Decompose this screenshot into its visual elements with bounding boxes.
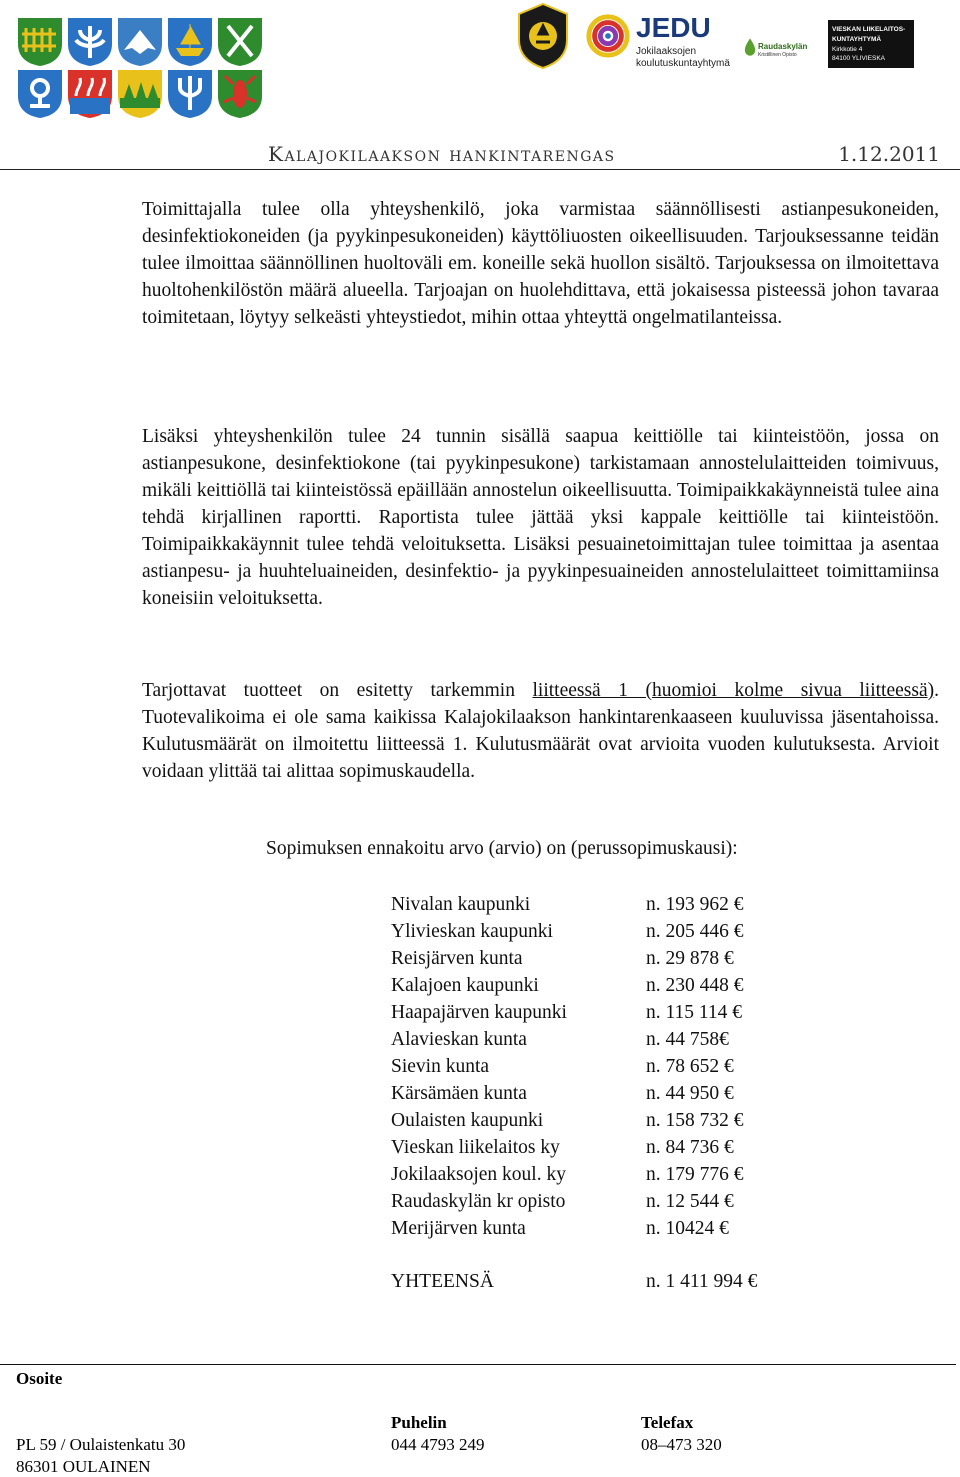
organization-name: Oulaisten kaupunki xyxy=(391,1110,544,1131)
jedu-logo xyxy=(584,8,734,70)
jedu-sub2: koulutuskuntayhtymä xyxy=(636,58,730,69)
phone-number: 044 4793 249 xyxy=(391,1435,485,1454)
crest-ship-icon xyxy=(166,16,214,68)
crest-forest-icon xyxy=(116,68,164,120)
contract-value-heading: Sopimuksen ennakoitu arvo (arvio) on (perussopimuskausi): xyxy=(266,838,738,859)
raudaskyla-sub: Kristillinen Opisto xyxy=(758,52,797,58)
paragraph-3-rest: . Tuotevalikoima ei ole sama kaikissa Kalajokilaakson hankintarenkaaseen kuuluvissa jäsentahoissa. Kulutusmäärät on ilmoitettu liitteessä 1. Kulutusmäärät ovat arvioita vuoden kulutuksesta. Arvioit voidaan ylittää tai alittaa sopimuskaudella. xyxy=(142,680,939,782)
crest-wings-icon xyxy=(116,16,164,68)
raudaskyla-name: Raudaskylän xyxy=(758,42,808,51)
organization-value: n. 84 736 € xyxy=(646,1137,734,1158)
crest-tree-icon xyxy=(66,16,114,68)
organization-value: n. 12 544 € xyxy=(646,1191,734,1212)
fax-number: 08–473 320 xyxy=(641,1435,722,1454)
organization-name: Sievin kunta xyxy=(391,1056,490,1077)
total-row xyxy=(391,1268,891,1295)
fax-label: Telefax xyxy=(641,1413,694,1432)
vieska-logo xyxy=(828,20,914,68)
raudaskyla-logo xyxy=(744,34,806,70)
rescue-service-logo xyxy=(516,2,570,70)
header-divider xyxy=(0,169,960,170)
vieska-line3: Kirkkotie 4 xyxy=(832,46,863,53)
organization-value: n. 78 652 € xyxy=(646,1056,734,1077)
organization-value: n. 44 758€ xyxy=(646,1029,729,1050)
organization-name: Haapajärven kaupunki xyxy=(391,1002,567,1023)
organization-value: n. 44 950 € xyxy=(646,1083,734,1104)
paragraph-1: Toimittajalla tulee olla yhteyshenkilö, joka varmistaa säännöllisesti astianpesukoneiden, desinfektiokoneiden (ja pyykinpesukoneiden) käyttöliuosten oikeellisuuden. Tarjouksessanne teidän tulee ilmoittaa säännöllinen huoltoväli em. koneille sekä huollon sisältö. Tarjouksessa on ilmoitettava huoltohenkilöstön määrä alueella. Tarjoajan on huolehdittava, että jokaisessa pisteessä johon tavaraa toimitetaan, löytyy selkeästi yhteystiedot, mihin ottaa yhteyttä ongelmatilanteissa. xyxy=(142,199,939,328)
organization-value: n. 193 962 € xyxy=(646,894,744,915)
organization-name: Vieskan liikelaitos ky xyxy=(391,1137,560,1158)
footer-divider xyxy=(0,1364,956,1365)
organization-name: Merijärven kunta xyxy=(391,1218,526,1239)
crest-trident-icon xyxy=(166,68,214,120)
organization-name: Jokilaaksojen koul. ky xyxy=(391,1164,566,1185)
organization-value: n. 179 776 € xyxy=(646,1164,744,1185)
vieska-line2: KUNTAYHTYMÄ xyxy=(832,36,882,43)
vieska-line1: VIESKAN LIIKELAITOS- xyxy=(832,26,906,33)
organization-name: Nivalan kaupunki xyxy=(391,894,531,915)
organization-name: Reisjärven kunta xyxy=(391,948,523,969)
document-header-date: 1.12.2011 xyxy=(838,142,940,166)
crest-fire-icon xyxy=(66,68,114,120)
paragraph-3 xyxy=(142,677,939,785)
organization-name: Kalajoen kaupunki xyxy=(391,975,539,996)
crest-fence-icon xyxy=(16,16,64,68)
address-label: Osoite xyxy=(16,1369,63,1388)
header-logos xyxy=(0,0,960,130)
organization-value: n. 205 446 € xyxy=(646,921,744,942)
phone-label: Puhelin xyxy=(391,1413,447,1432)
paragraph-2: Lisäksi yhteyshenkilön tulee 24 tunnin sisällä saapua keittiölle tai kiinteistöön, jossa on astianpesukone, desinfektiokone (tai pyykinpesukone) tarkistamaan annostelulaitteiden toimivuus, mikäli keittiöllä tai kiinteistössä epäillään annostelun oikeellisuutta. Toimipaikkakäynneistä tulee aina tehdä kirjallinen raportti. Raportista tulee jättää yksi kappale keittiölle tai kiinteistöön. Toimipaikkakäynnit tulee tehdä veloituksetta. Lisäksi pesuainetoimittajan tulee toimittaa ja asentaa astianpesu- ja huuhteluaineiden, desinfektio- ja pyykinpesuaineiden annostelulaitteet toimittamiinsa koneisiin veloituksetta. xyxy=(142,426,939,609)
crest-crayfish-icon xyxy=(216,68,264,120)
organization-value: n. 230 448 € xyxy=(646,975,744,996)
organization-name: Kärsämäen kunta xyxy=(391,1083,527,1104)
jedu-sub1: Jokilaaksojen xyxy=(636,46,697,57)
paragraph-3-intro: Tarjottavat tuotteet on esitetty tarkemmin xyxy=(142,680,533,701)
address-line2: 86301 OULAINEN xyxy=(16,1457,151,1476)
document-header-title: Kalajokilaakson hankintarengas xyxy=(268,142,616,166)
organization-name: Alavieskan kunta xyxy=(391,1029,527,1050)
organization-value: n. 10424 € xyxy=(646,1218,729,1239)
organization-value: n. 115 114 € xyxy=(646,1002,743,1023)
address-line1: PL 59 / Oulaistenkatu 30 xyxy=(16,1435,186,1454)
organization-value: n. 29 878 € xyxy=(646,948,734,969)
attachment-link[interactable]: liitteessä 1 (huomioi kolme sivua liitteessä) xyxy=(532,680,935,701)
organization-name: Raudaskylän kr opisto xyxy=(391,1191,566,1212)
total-value: n. 1 411 994 € xyxy=(646,1271,758,1292)
jedu-name: JEDU xyxy=(636,12,711,43)
organization-name: Ylivieskan kaupunki xyxy=(391,921,553,942)
crest-ring-icon xyxy=(16,68,64,120)
crest-crossed-tools-icon xyxy=(216,16,264,68)
organization-value: n. 158 732 € xyxy=(646,1110,744,1131)
total-label: YHTEENSÄ xyxy=(391,1271,494,1292)
vieska-line4: 84100 YLIVIESKA xyxy=(832,55,886,62)
